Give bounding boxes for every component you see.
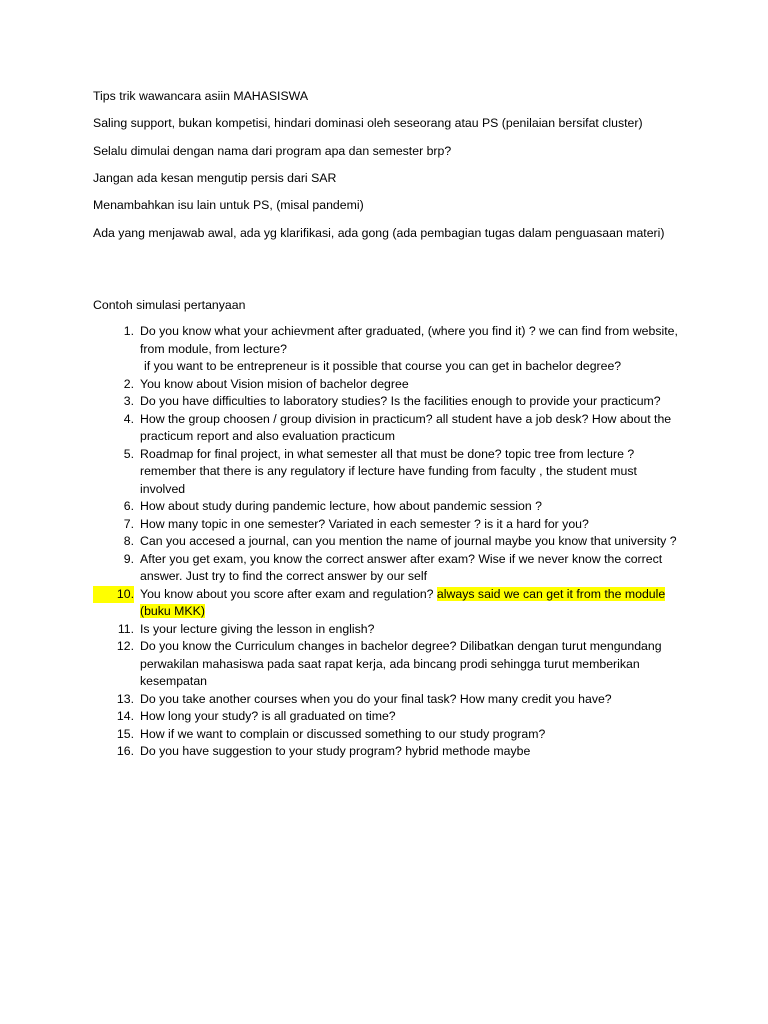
- item-text: Is your lecture giving the lesson in english?: [140, 621, 375, 636]
- list-item: [93, 726, 683, 744]
- list-item: [93, 376, 683, 394]
- tip-paragraph: Ada yang menjawab awal, ada yg klarifikasi, ada gong (ada pembagian tugas dalam penguasaan materi): [93, 226, 665, 240]
- tip-paragraph: Menambahkan isu lain untuk PS, (misal pandemi): [93, 198, 364, 212]
- section-heading: Contoh simulasi pertanyaan: [93, 298, 246, 312]
- tip-paragraph: Jangan ada kesan mengutip persis dari SAR: [93, 171, 337, 185]
- list-item: [93, 516, 683, 534]
- item-text: if you want to be entrepreneur is it possible that course you can get in bachelor degree?: [144, 359, 622, 373]
- item-number: 13.: [116, 691, 134, 706]
- list-item: [93, 411, 683, 446]
- item-text: Do you have suggestion to your study program? hybrid methode maybe: [140, 744, 531, 758]
- list-item-continuation: [93, 358, 683, 376]
- document-title: Tips trik wawancara asiin MAHASISWA: [93, 89, 309, 103]
- list-item: [93, 708, 683, 726]
- list-item: [93, 323, 683, 358]
- item-text: How long your study? is all graduated on time?: [140, 709, 396, 723]
- item-number: 16.: [116, 744, 134, 758]
- item-text: You know about you score after exam and regulation?: [140, 586, 437, 601]
- item-text: Do you take another courses when you do your final task? How many credit you have?: [140, 691, 612, 706]
- item-number: 2.: [123, 376, 134, 391]
- list-item: [93, 586, 683, 621]
- tip-paragraph: Saling support, bukan kompetisi, hindari dominasi oleh seseorang atau PS (penilaian bersifat cluster): [93, 116, 643, 130]
- item-number: 15.: [116, 726, 134, 741]
- item-number: 3.: [123, 394, 134, 408]
- item-number: 14.: [116, 709, 134, 723]
- list-item: [93, 498, 683, 516]
- list-item: [93, 638, 683, 691]
- item-number: 12.: [116, 639, 134, 653]
- item-text: Do you know what your achievment after graduated, (where you find it) ? we can find from website, from module, from lecture?: [140, 324, 678, 356]
- item-number: 5.: [123, 446, 134, 461]
- item-number: 11.: [117, 621, 134, 636]
- tip-paragraph: Selalu dimulai dengan nama dari program apa dan semester brp?: [93, 144, 452, 158]
- item-text: Can you accesed a journal, can you mention the name of journal maybe you know that university ?: [140, 534, 677, 548]
- item-text: How about study during pandemic lecture, how about pandemic session ?: [140, 499, 542, 513]
- item-text: After you get exam, you know the correct answer after exam? Wise if we never know the correct answer. Just try to find the correct answer by our self: [140, 551, 663, 583]
- item-text: Do you know the Curriculum changes in bachelor degree? Dilibatkan dengan turut mengundang perwakilan mahasiswa pada saat rapat kerja, ada bincang prodi sehingga turut memberikan kesempatan: [140, 639, 662, 688]
- item-number: 1.: [123, 324, 134, 338]
- list-item: [93, 393, 683, 411]
- list-item: [93, 691, 683, 709]
- list-item: [93, 551, 683, 586]
- item-number: 8.: [123, 534, 134, 548]
- item-number: 7.: [123, 516, 134, 531]
- list-item: [93, 743, 683, 761]
- item-number: 10.: [93, 586, 134, 604]
- item-number: 9.: [123, 551, 134, 566]
- item-text: Roadmap for final project, in what semester all that must be done? topic tree from lecture ? remember that there is any regulatory if lecture have funding from faculty , the student must involved: [140, 446, 637, 496]
- highlighted-text: always said we can get it from the module (buku MKK): [140, 586, 666, 618]
- item-number: 4.: [123, 411, 134, 426]
- item-text: Do you have difficulties to laboratory studies? Is the facilities enough to provide your practicum?: [140, 394, 661, 408]
- item-text: How many topic in one semester? Variated in each semester ? is it a hard for you?: [140, 516, 589, 531]
- question-list: [93, 323, 683, 761]
- item-text: How if we want to complain or discussed something to our study program?: [140, 726, 546, 741]
- item-text: You know about Vision mision of bachelor degree: [140, 376, 409, 391]
- list-item: [93, 446, 683, 499]
- list-item: [93, 533, 683, 551]
- item-number: 6.: [123, 499, 134, 513]
- item-text: How the group choosen / group division in practicum? all student have a job desk? How about the practicum report and also evaluation practicum: [140, 411, 672, 443]
- list-item: [93, 621, 683, 639]
